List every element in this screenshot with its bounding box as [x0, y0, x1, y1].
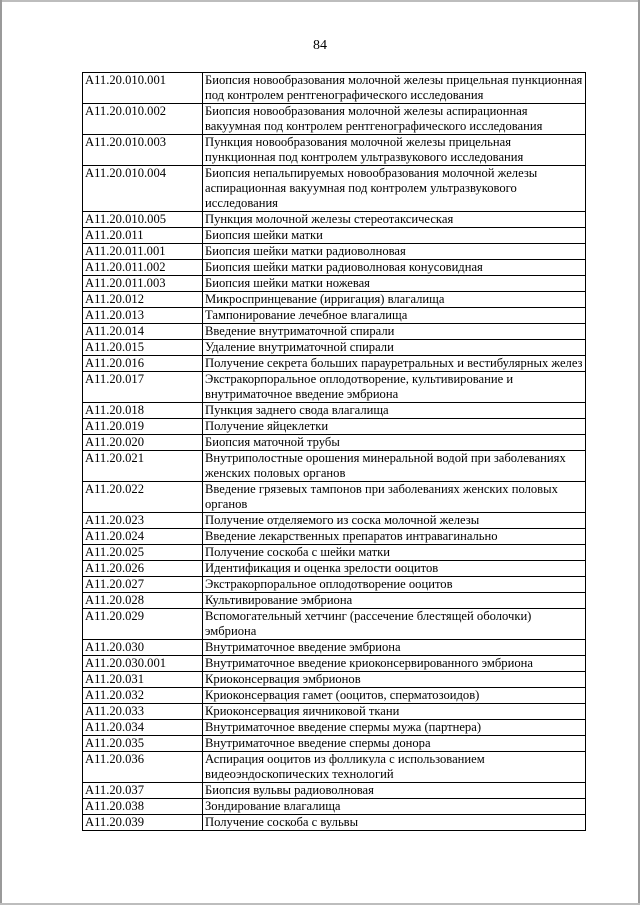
procedure-description: Биопсия маточной трубы: [203, 435, 586, 451]
procedure-description: Внутриматочное введение спермы донора: [203, 736, 586, 752]
procedure-code: A11.20.021: [83, 451, 203, 482]
scan-edge-left: [0, 0, 2, 905]
table-row: [83, 704, 586, 720]
procedure-code: A11.20.025: [83, 545, 203, 561]
table-row: [83, 640, 586, 656]
procedure-code: A11.20.018: [83, 403, 203, 419]
table-row: [83, 228, 586, 244]
table-row: [83, 403, 586, 419]
table-row: [83, 135, 586, 166]
table-row: [83, 736, 586, 752]
procedure-code: A11.20.010.003: [83, 135, 203, 166]
table-row: [83, 513, 586, 529]
procedure-description: Внутриматочное введение спермы мужа (партнера): [203, 720, 586, 736]
table-row: [83, 372, 586, 403]
procedure-code: A11.20.026: [83, 561, 203, 577]
table-row: [83, 815, 586, 831]
procedure-code: A11.20.010.001: [83, 73, 203, 104]
table-row: [83, 799, 586, 815]
procedure-code: A11.20.017: [83, 372, 203, 403]
table-row: [83, 308, 586, 324]
procedure-code: A11.20.031: [83, 672, 203, 688]
table-row: [83, 752, 586, 783]
table-row: [83, 260, 586, 276]
procedure-code: A11.20.015: [83, 340, 203, 356]
procedure-code: A11.20.034: [83, 720, 203, 736]
table-body: [83, 73, 586, 831]
table-row: [83, 166, 586, 212]
scan-edge-top: [0, 0, 640, 2]
procedure-description: Удаление внутриматочной спирали: [203, 340, 586, 356]
table-row: [83, 276, 586, 292]
procedure-code: A11.20.035: [83, 736, 203, 752]
procedure-description: Вспомогательный хетчинг (рассечение блестящей оболочки) эмбриона: [203, 609, 586, 640]
procedure-code: A11.20.027: [83, 577, 203, 593]
table-row: [83, 104, 586, 135]
procedure-code: A11.20.023: [83, 513, 203, 529]
table-row: [83, 435, 586, 451]
procedure-codes-table: [82, 72, 586, 831]
procedure-code: A11.20.029: [83, 609, 203, 640]
procedure-description: Пункция молочной железы стереотаксическая: [203, 212, 586, 228]
procedure-code: A11.20.010.005: [83, 212, 203, 228]
page-number: 84: [313, 38, 327, 53]
procedure-description: Криоконсервация эмбрионов: [203, 672, 586, 688]
table-row: [83, 340, 586, 356]
table-row: [83, 324, 586, 340]
procedure-description: Получение секрета больших парауретральных и вестибулярных желез: [203, 356, 586, 372]
procedure-description: Микроспринцевание (ирригация) влагалища: [203, 292, 586, 308]
procedure-description: Получение соскоба с вульвы: [203, 815, 586, 831]
table-row: [83, 656, 586, 672]
table-row: [83, 545, 586, 561]
procedure-description: Биопсия вульвы радиоволновая: [203, 783, 586, 799]
procedure-description: Внутриматочное введение эмбриона: [203, 640, 586, 656]
procedure-description: Внутриполостные орошения минеральной водой при заболеваниях женских половых органов: [203, 451, 586, 482]
procedure-code: A11.20.039: [83, 815, 203, 831]
table-row: [83, 561, 586, 577]
procedure-code: A11.20.022: [83, 482, 203, 513]
procedure-code: A11.20.011.001: [83, 244, 203, 260]
procedure-description: Зондирование влагалища: [203, 799, 586, 815]
procedure-description: Введение внутриматочной спирали: [203, 324, 586, 340]
procedure-code: A11.20.020: [83, 435, 203, 451]
procedure-description: Биопсия новообразования молочной железы аспирационная вакуумная под контролем рентгенографического исследования: [203, 104, 586, 135]
table-row: [83, 577, 586, 593]
procedure-description: Экстракорпоральное оплодотворение, культивирование и внутриматочное введение эмбриона: [203, 372, 586, 403]
procedure-description: Криоконсервация яичниковой ткани: [203, 704, 586, 720]
procedure-code: A11.20.011: [83, 228, 203, 244]
procedure-code: A11.20.037: [83, 783, 203, 799]
procedure-description: Получение яйцеклетки: [203, 419, 586, 435]
procedure-code: A11.20.038: [83, 799, 203, 815]
procedure-code: A11.20.033: [83, 704, 203, 720]
procedure-description: Введение лекарственных препаратов интравагинально: [203, 529, 586, 545]
table-row: [83, 593, 586, 609]
procedure-description: Биопсия шейки матки: [203, 228, 586, 244]
procedure-code: A11.20.012: [83, 292, 203, 308]
table-row: [83, 672, 586, 688]
table-row: [83, 482, 586, 513]
table-row: [83, 783, 586, 799]
procedure-description: Получение отделяемого из соска молочной железы: [203, 513, 586, 529]
table-row: [83, 609, 586, 640]
table-row: [83, 292, 586, 308]
procedure-code: A11.20.032: [83, 688, 203, 704]
table-row: [83, 212, 586, 228]
procedure-code: A11.20.024: [83, 529, 203, 545]
procedure-code: A11.20.010.002: [83, 104, 203, 135]
procedure-description: Пункция заднего свода влагалища: [203, 403, 586, 419]
procedure-code: A11.20.016: [83, 356, 203, 372]
procedure-description: Экстракорпоральное оплодотворение ооцитов: [203, 577, 586, 593]
procedure-description: Получение соскоба с шейки матки: [203, 545, 586, 561]
table-row: [83, 529, 586, 545]
procedure-description: Культивирование эмбриона: [203, 593, 586, 609]
procedure-code: A11.20.030.001: [83, 656, 203, 672]
procedure-code: A11.20.010.004: [83, 166, 203, 212]
procedure-description: Биопсия шейки матки ножевая: [203, 276, 586, 292]
procedure-description: Аспирация ооцитов из фолликула с использованием видеоэндоскопических технологий: [203, 752, 586, 783]
table-row: [83, 356, 586, 372]
procedure-description: Идентификация и оценка зрелости ооцитов: [203, 561, 586, 577]
procedure-code: A11.20.019: [83, 419, 203, 435]
procedure-description: Введение грязевых тампонов при заболеваниях женских половых органов: [203, 482, 586, 513]
procedure-description: Пункция новообразования молочной железы прицельная пункционная под контролем ультразвукового исследования: [203, 135, 586, 166]
procedure-description: Биопсия шейки матки радиоволновая: [203, 244, 586, 260]
procedure-description: Биопсия непальпируемых новообразования молочной железы аспирационная вакуумная под контролем ультразвукового исследования: [203, 166, 586, 212]
procedure-code: A11.20.028: [83, 593, 203, 609]
table-row: [83, 73, 586, 104]
table-row: [83, 688, 586, 704]
table-row: [83, 720, 586, 736]
table-row: [83, 451, 586, 482]
procedure-code: A11.20.013: [83, 308, 203, 324]
procedure-description: Тампонирование лечебное влагалища: [203, 308, 586, 324]
table-row: [83, 419, 586, 435]
table-row: [83, 244, 586, 260]
procedure-code: A11.20.014: [83, 324, 203, 340]
procedure-description: Биопсия шейки матки радиоволновая конусовидная: [203, 260, 586, 276]
procedure-description: Внутриматочное введение криоконсервированного эмбриона: [203, 656, 586, 672]
procedure-code: A11.20.011.002: [83, 260, 203, 276]
procedure-code: A11.20.036: [83, 752, 203, 783]
procedure-description: Биопсия новообразования молочной железы прицельная пункционная под контролем рентгенографического исследования: [203, 73, 586, 104]
procedure-code: A11.20.011.003: [83, 276, 203, 292]
procedure-description: Криоконсервация гамет (ооцитов, сперматозоидов): [203, 688, 586, 704]
procedure-code: A11.20.030: [83, 640, 203, 656]
